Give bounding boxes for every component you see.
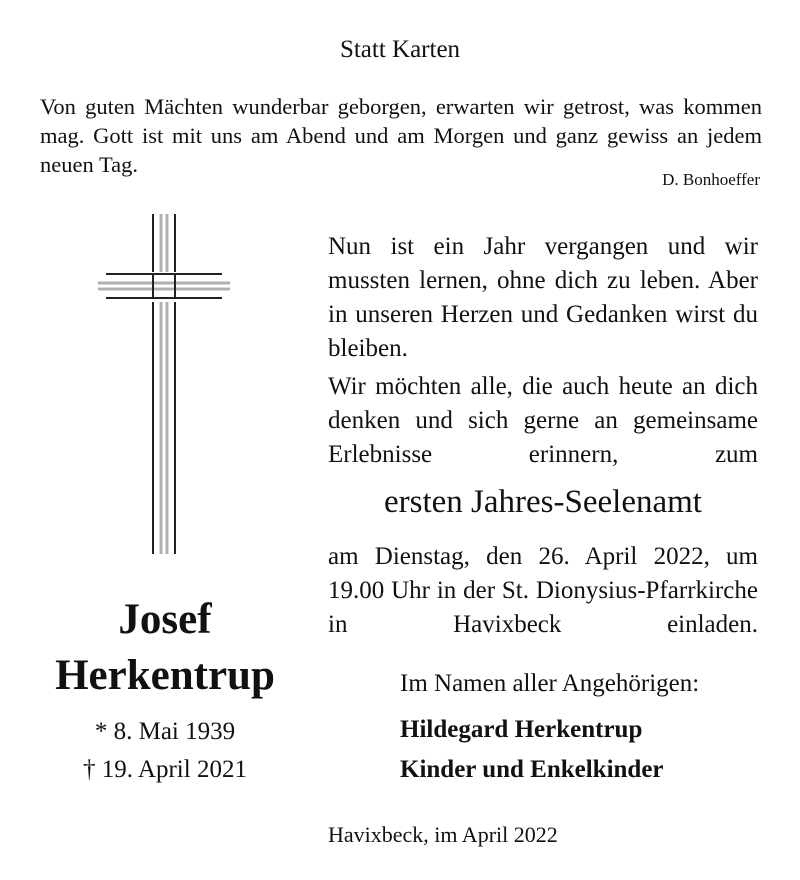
message-paragraph-1: Nun ist ein Jahr vergangen und wir mussten lernen, ohne dich zu leben. Aber in unseren Herzen und Gedanken wirst du bleiben. [328, 233, 758, 362]
death-date: † 19. April 2021 [83, 756, 247, 783]
place-and-date: Havixbeck, im April 2022 [328, 822, 558, 847]
birth-date: * 8. Mai 1939 [94, 718, 236, 745]
event-title: ersten Jahres-Seelenamt [384, 484, 702, 520]
signer-name: Hildegard Herkentrup [400, 716, 643, 743]
bonhoeffer-quote: Von guten Mächten wunderbar geborgen, erwarten wir getrost, was kommen mag. Gott ist mit uns am Abend und am Morgen und ganz gewiss an jedem neuen Tag. [40, 94, 762, 177]
message-paragraph-2: Wir möchten alle, die auch heute an dich denken und sich gerne an gemeinsame Erlebnisse erinnern, zum [328, 373, 758, 468]
message-paragraph-3: am Dienstag, den 26. April 2022, um 19.00 Uhr in der St. Dionysius-Pfarrkirche in Havixbeck einladen. [328, 543, 758, 638]
header-statt-karten: Statt Karten [339, 36, 461, 63]
cross-icon [96, 214, 232, 554]
deceased-first-name: Josef [118, 596, 212, 643]
signer-family: Kinder und Enkelkinder [400, 756, 664, 783]
on-behalf-line: Im Namen aller Angehörigen: [400, 670, 700, 697]
deceased-last-name: Herkentrup [55, 652, 275, 699]
quote-author: D. Bonhoeffer [662, 170, 760, 189]
